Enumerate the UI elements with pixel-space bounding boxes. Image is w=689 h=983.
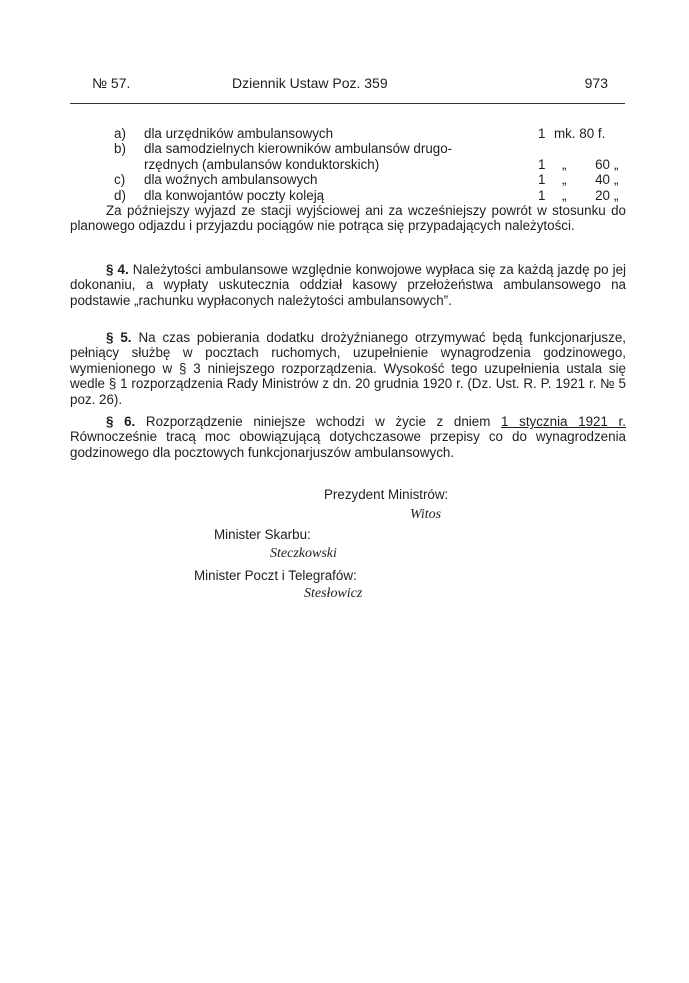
item-label: d) — [114, 187, 126, 203]
pm-name: Witos — [410, 507, 442, 522]
paragraph-late-departure — [70, 203, 626, 234]
section-number: § 6. — [106, 414, 136, 429]
header-rule — [70, 103, 625, 104]
item-label: c) — [114, 172, 126, 188]
post-name: Stesłowicz — [304, 586, 363, 601]
item-qty: 1 — [538, 126, 546, 141]
list-item — [70, 157, 626, 172]
section-number: § 4. — [106, 262, 129, 277]
paragraph-text: Na czas pobierania dodatku drożyźnianego otrzymywać będą funkcjonarjusze, pełniący służbę w pocztach ruchomych, uzupełnienie wynagrodzenia godzinowego, wymienionego w § 3 niniejszego rozporządzenia. Wysokość tego uzupełnienia ustala się wedle § 1 rozporządzenia Rady Ministrów z dn. 20 grudnia 1920 r. (Dz. Ust. R. P. 1921 r. № 5 poz. 26). — [70, 330, 626, 407]
item-text: rzędnych (ambulansów konduktorskich) — [144, 156, 380, 172]
allowance-list — [70, 126, 626, 203]
item-amount: mk. 80 f. — [554, 126, 606, 141]
section-6 — [70, 414, 626, 460]
ditto-mark: „ — [614, 156, 619, 172]
section-number: § 5. — [106, 330, 132, 345]
item-amount: 20 — [595, 187, 610, 203]
item-amount: 40 — [595, 172, 610, 188]
paragraph-text: Rozporządzenie niniejsze wchodzi w życie z dniem — [145, 414, 491, 429]
ditto-mark: „ — [614, 187, 619, 203]
page-header — [92, 76, 608, 96]
section-4 — [70, 262, 626, 308]
journal-title: Dziennik Ustaw Poz. 359 — [232, 75, 388, 91]
section-5 — [70, 330, 626, 407]
item-label: a) — [114, 126, 126, 141]
post-title: Minister Poczt i Telegrafów: — [194, 568, 357, 583]
item-amount: 60 — [595, 156, 610, 172]
item-label: b) — [114, 141, 126, 157]
ditto-mark: „ — [614, 172, 619, 188]
effective-date: 1 stycznia 1921 r. — [501, 414, 627, 429]
list-item — [70, 172, 626, 187]
treasury-name: Steczkowski — [270, 546, 337, 561]
paragraph-text: Należytości ambulansowe względnie konwojowe wypłaca się za każdą jazdę po jej dokonaniu, a wypłaty uskutecznia oddział kasowy przełożeństwa ambulansowego na podstawie „rachunku wypłaconych należytości ambulansowych”. — [70, 262, 626, 308]
page-number: 973 — [584, 75, 608, 91]
ditto-mark: „ — [562, 156, 567, 172]
ditto-mark: „ — [562, 172, 567, 188]
item-qty: 1 — [538, 156, 546, 172]
pm-title: Prezydent Ministrów: — [324, 487, 449, 502]
ditto-mark: „ — [562, 187, 567, 203]
paragraph-text: Za późniejszy wyjazd ze stacji wyjściowej ani za wcześniejszy powrót w stosunku do planowego odjazdu i przyjazdu pociągów nie potrąca się przypadających należytości. — [70, 203, 626, 234]
issue-number: № 57. — [92, 75, 131, 91]
item-text: dla samodzielnych kierowników ambulansów drugo- — [144, 141, 453, 157]
list-item — [70, 126, 626, 141]
paragraph-text: Równocześnie tracą moc obowiązującą dotychczasowe przepisy co do wynagrodzenia godzinowego dla pocztowych funkcjonarjuszów ambulansowych. — [70, 429, 626, 460]
treasury-title: Minister Skarbu: — [214, 527, 311, 542]
item-qty: 1 — [538, 172, 546, 188]
item-text: dla konwojantów poczty koleją — [144, 187, 325, 203]
list-item — [70, 141, 626, 156]
item-text: dla woźnych ambulansowych — [144, 172, 318, 188]
item-text: dla urzędników ambulansowych — [144, 126, 334, 141]
item-qty: 1 — [538, 187, 546, 203]
list-item — [70, 188, 626, 203]
